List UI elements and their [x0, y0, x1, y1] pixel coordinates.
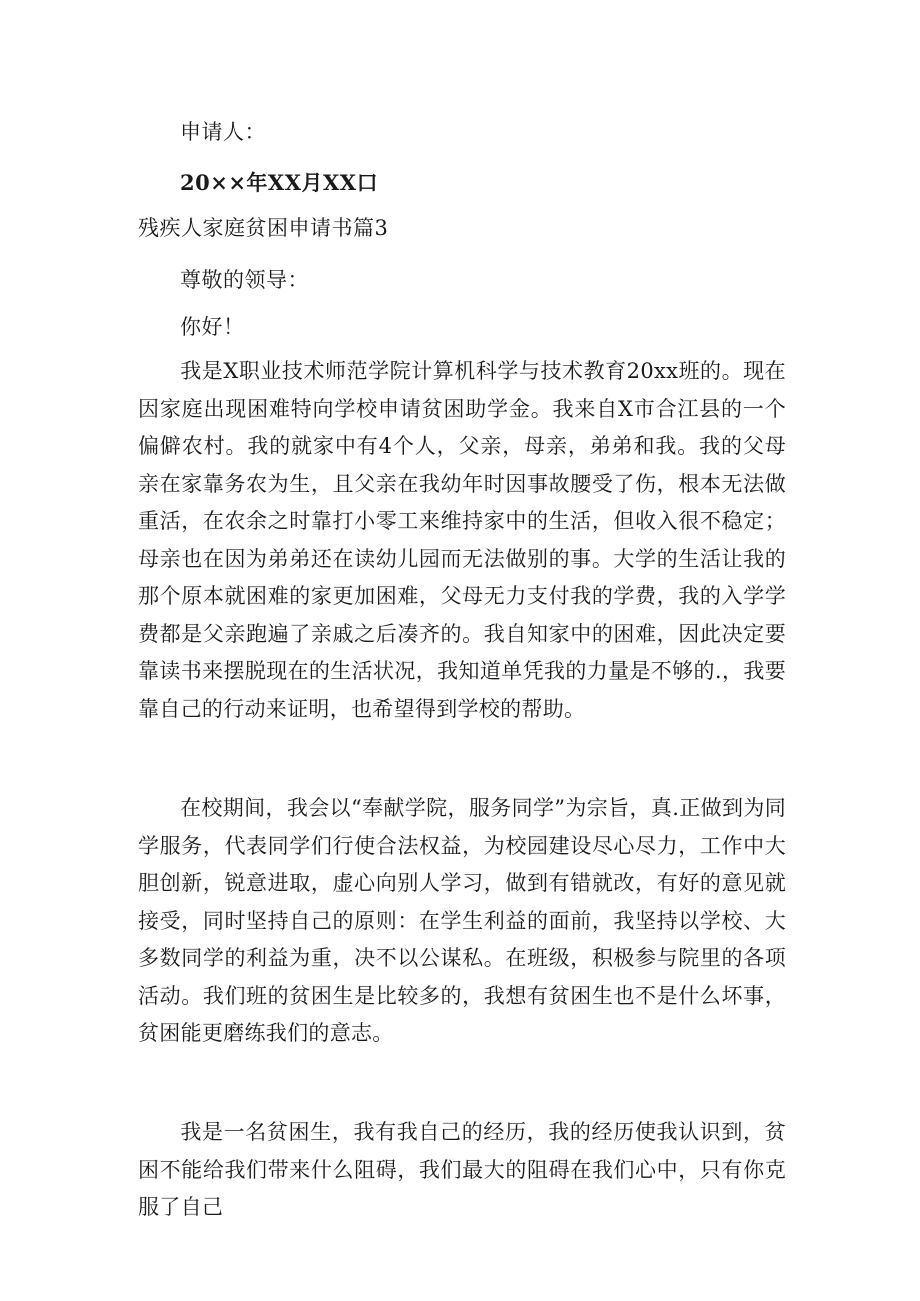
paragraph-2: [138, 790, 786, 1053]
paragraph-1: [138, 353, 786, 728]
applicant-label: 申请人：: [180, 120, 266, 144]
date-line: 20××年XX月XX口: [180, 170, 379, 195]
paragraph-3-text: 我是一名贫困生，我有我自己的经历，我的经历使我认识到，贫困不能给我们带来什么阻碍，我们最大的阻碍在我们心中，只有你克服了自己: [138, 1120, 786, 1219]
salutation: 尊敬的领导：: [180, 268, 309, 292]
paragraph-1-text: 我是X职业技术师范学院计算机科学与技术教育20xx班的。现在因家庭出现困难特向学校申请贫困助学金。我来自X市合江县的一个偏僻农村。我的就家中有4个人，父亲，母亲，弟弟和我。我的父母亲在家靠务农为生，且父亲在我幼年时因事故腰受了伤，根本无法做重活，在农余之时靠打小零工来维持家中的生活，但收入很不稳定；母亲也在因为弟弟还在读幼儿园而无法做别的事。大学的生活让我的那个原本就困难的家更加困难，父母无力支付我的学费，我的入学学费都是父亲跑遍了亲戚之后凑齐的。我自知家中的困难，因此决定要靠读书来摆脱现在的生活状况，我知道单凭我的力量是不够的.，我要靠自己的行动来证明，也希望得到学校的帮助。: [138, 359, 786, 721]
paragraph-3: [138, 1114, 786, 1227]
section-title: 残疾人家庭贫困申请书篇3: [138, 216, 389, 240]
paragraph-2-text: 在校期间，我会以“奉献学院，服务同学”为宗旨，真.正做到为同学服务，代表同学们行使合法权益，为校园建设尽心尽力，工作中大胆创新，锐意进取，虚心向别人学习，做到有错就改，有好的意见就接受，同时坚持自己的原则：在学生利益的面前，我坚持以学校、大多数同学的利益为重，决不以公谋私。在班级，积极参与院里的各项活动。我们班的贫困生是比较多的，我想有贫困生也不是什么坏事，贫困能更磨练我们的意志。: [138, 796, 786, 1045]
greeting: 你好！: [180, 315, 245, 339]
